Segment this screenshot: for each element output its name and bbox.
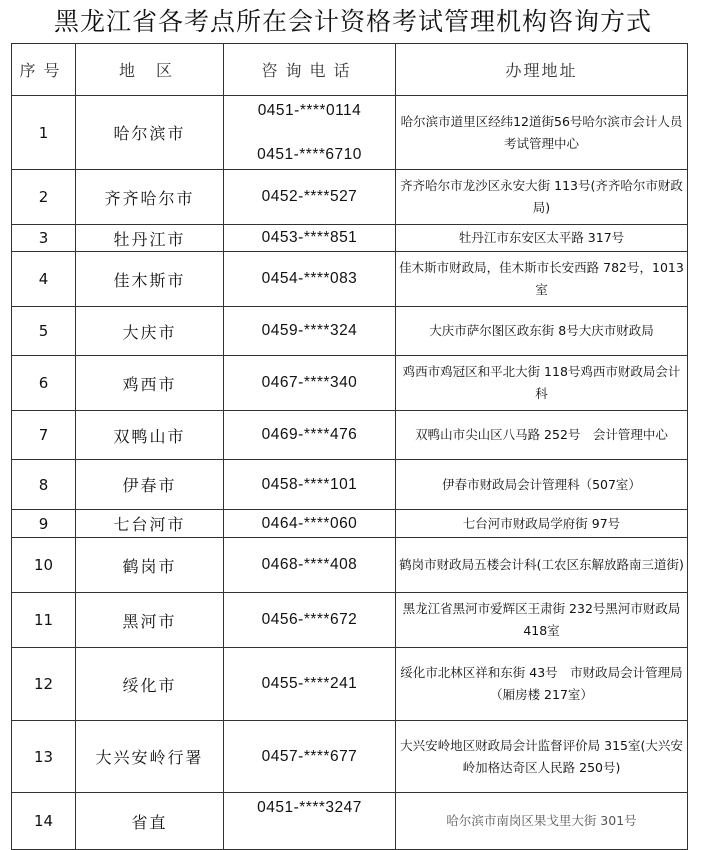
phone-number: 0451-****0114 bbox=[257, 101, 362, 119]
row-region: 双鸭山市 bbox=[76, 411, 224, 460]
phone-number: 0451-****3247 bbox=[257, 799, 362, 816]
row-phone bbox=[224, 225, 396, 252]
row-address: 牡丹江市东安区太平路 317号 bbox=[396, 225, 688, 252]
row-number: 5 bbox=[12, 307, 76, 356]
row-number: 11 bbox=[12, 593, 76, 648]
phone-number: 0454-****083 bbox=[261, 270, 358, 287]
table-row bbox=[12, 307, 688, 356]
row-phone bbox=[224, 460, 396, 510]
row-number: 7 bbox=[12, 411, 76, 460]
row-phone bbox=[224, 721, 396, 793]
row-address: 绥化市北林区祥和东街 43号 市财政局会计管理局（厢房楼 217室） bbox=[396, 648, 688, 721]
table-row bbox=[12, 593, 688, 648]
table-row bbox=[12, 510, 688, 538]
table-row bbox=[12, 225, 688, 252]
phone-number: 0451-****6710 bbox=[257, 145, 362, 163]
row-number: 6 bbox=[12, 356, 76, 411]
row-phone bbox=[224, 538, 396, 593]
row-phone bbox=[224, 356, 396, 411]
row-number: 1 bbox=[12, 96, 76, 170]
row-number: 2 bbox=[12, 170, 76, 225]
table-row bbox=[12, 96, 688, 170]
row-address: 哈尔滨市道里区经纬12道街56号哈尔滨市会计人员考试管理中心 bbox=[396, 96, 688, 170]
contact-table bbox=[11, 43, 688, 850]
row-phone bbox=[224, 307, 396, 356]
row-phone bbox=[224, 411, 396, 460]
row-number: 10 bbox=[12, 538, 76, 593]
row-phone bbox=[224, 252, 396, 307]
phone-number: 0469-****476 bbox=[261, 426, 358, 443]
row-address: 七台河市财政局学府街 97号 bbox=[396, 510, 688, 538]
row-region: 大庆市 bbox=[76, 307, 224, 356]
header-address: 办理地址 bbox=[396, 44, 688, 96]
row-number: 13 bbox=[12, 721, 76, 793]
row-number: 9 bbox=[12, 510, 76, 538]
table-body bbox=[12, 96, 688, 850]
row-phone bbox=[224, 648, 396, 721]
phone-number: 0453-****851 bbox=[261, 229, 358, 246]
phone-number: 0452-****527 bbox=[261, 188, 358, 205]
phone-number: 0456-****672 bbox=[261, 611, 358, 628]
row-region: 绥化市 bbox=[76, 648, 224, 721]
table-row bbox=[12, 170, 688, 225]
table-row bbox=[12, 252, 688, 307]
row-address: 鹤岗市财政局五楼会计科(工农区东解放路南三道街) bbox=[396, 538, 688, 593]
row-phone bbox=[224, 96, 396, 170]
row-address: 佳木斯市财政局，佳木斯市长安西路 782号，1013室 bbox=[396, 252, 688, 307]
row-phone bbox=[224, 593, 396, 648]
row-region: 省直 bbox=[76, 793, 224, 850]
table-header-row bbox=[12, 44, 688, 96]
table-row bbox=[12, 538, 688, 593]
row-address: 双鸭山市尖山区八马路 252号 会计管理中心 bbox=[396, 411, 688, 460]
row-address: 鸡西市鸡冠区和平北大街 118号鸡西市财政局会计科 bbox=[396, 356, 688, 411]
table-row bbox=[12, 460, 688, 510]
header-no: 序号 bbox=[12, 44, 76, 96]
row-phone bbox=[224, 170, 396, 225]
row-number: 3 bbox=[12, 225, 76, 252]
page-title: 黑龙江省各考点所在会计资格考试管理机构咨询方式 bbox=[53, 7, 652, 36]
phone-number: 0464-****060 bbox=[261, 514, 358, 532]
row-address: 黑龙江省黑河市爱辉区王肃街 232号黑河市财政局 418室 bbox=[396, 593, 688, 648]
row-number: 4 bbox=[12, 252, 76, 307]
row-region: 伊春市 bbox=[76, 460, 224, 510]
table-row bbox=[12, 793, 688, 850]
row-region: 鹤岗市 bbox=[76, 538, 224, 593]
phone-number: 0457-****677 bbox=[261, 747, 358, 765]
phone-number: 0467-****340 bbox=[261, 374, 358, 391]
row-number: 8 bbox=[12, 460, 76, 510]
row-region: 鸡西市 bbox=[76, 356, 224, 411]
row-phone bbox=[224, 510, 396, 538]
row-region: 七台河市 bbox=[76, 510, 224, 538]
row-number: 14 bbox=[12, 793, 76, 850]
row-address: 伊春市财政局会计管理科（507室） bbox=[396, 460, 688, 510]
phone-number: 0459-****324 bbox=[261, 322, 358, 339]
row-region: 佳木斯市 bbox=[76, 252, 224, 307]
row-address: 大兴安岭地区财政局会计监督评价局 315室(大兴安岭加格达奇区人民路 250号) bbox=[396, 721, 688, 793]
row-address: 大庆市萨尔图区政东街 8号大庆市财政局 bbox=[396, 307, 688, 356]
header-region: 地 区 bbox=[76, 44, 224, 96]
table-row bbox=[12, 648, 688, 721]
row-region: 哈尔滨市 bbox=[76, 96, 224, 170]
table-row bbox=[12, 411, 688, 460]
phone-number: 0468-****408 bbox=[261, 556, 358, 573]
row-address: 齐齐哈尔市龙沙区永安大街 113号(齐齐哈尔市财政局) bbox=[396, 170, 688, 225]
table-row bbox=[12, 356, 688, 411]
row-address: 哈尔滨市南岗区果戈里大街 301号 bbox=[396, 793, 688, 850]
phone-number: 0458-****101 bbox=[261, 475, 358, 493]
header-phone: 咨询电话 bbox=[224, 44, 396, 96]
row-region: 大兴安岭行署 bbox=[76, 721, 224, 793]
row-number: 12 bbox=[12, 648, 76, 721]
row-region: 齐齐哈尔市 bbox=[76, 170, 224, 225]
row-phone bbox=[224, 793, 396, 850]
table-row bbox=[12, 721, 688, 793]
row-region: 牡丹江市 bbox=[76, 225, 224, 252]
row-region: 黑河市 bbox=[76, 593, 224, 648]
phone-number: 0455-****241 bbox=[261, 675, 358, 692]
